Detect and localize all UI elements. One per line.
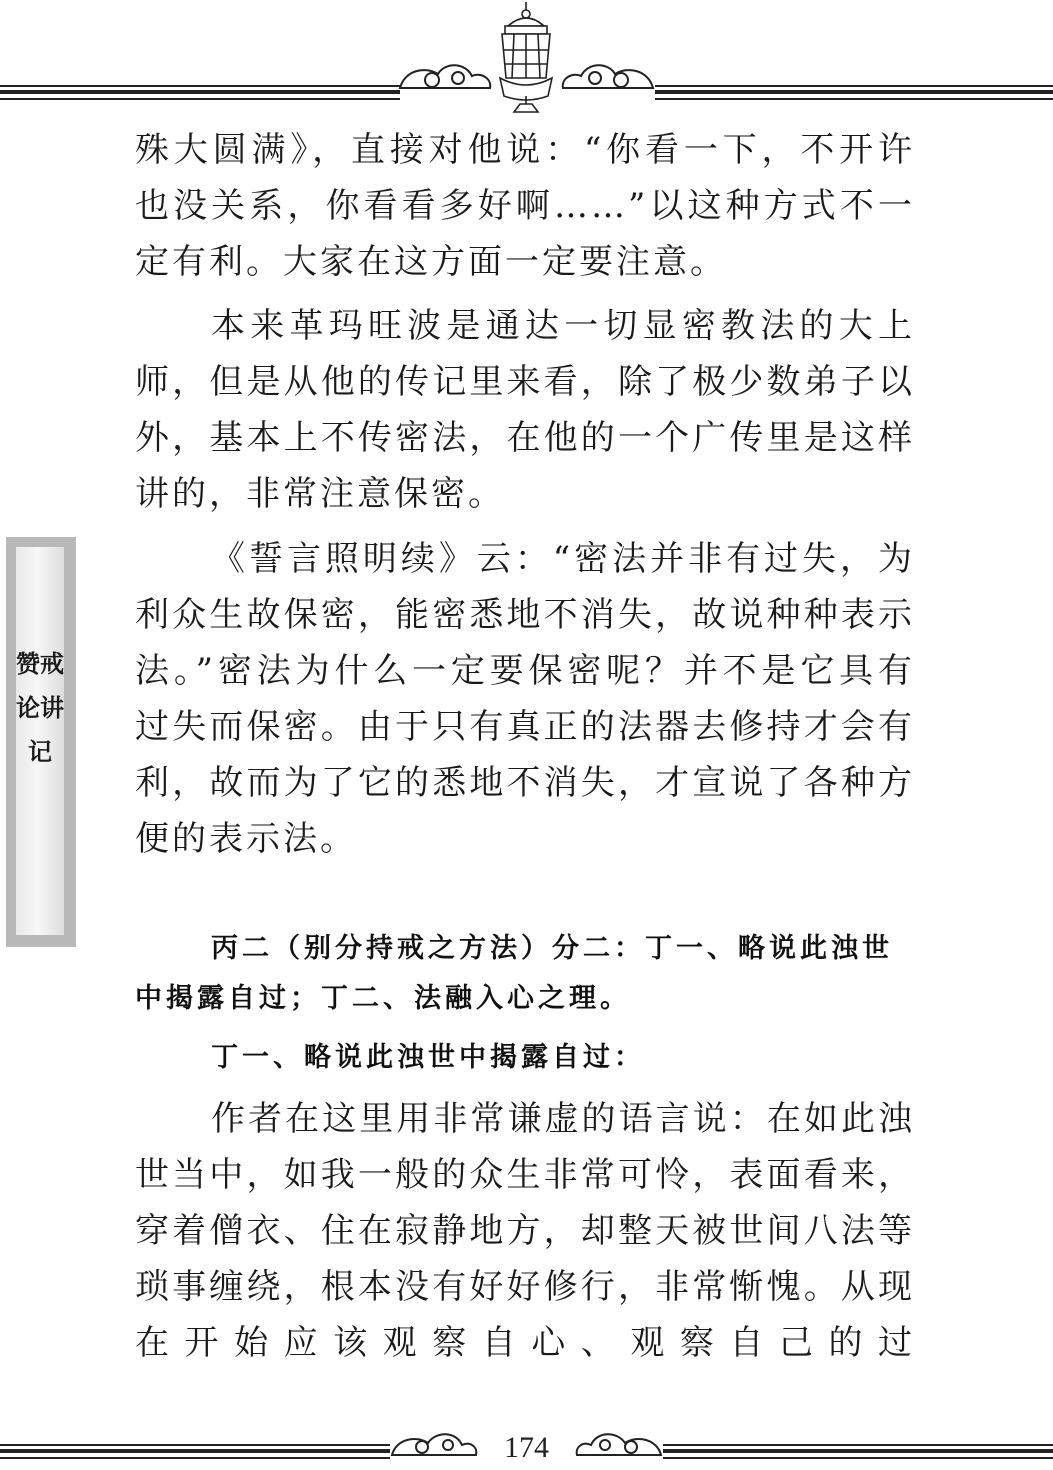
side-tab bbox=[6, 537, 76, 947]
paragraph-2-block bbox=[135, 298, 915, 522]
paragraph-1-block bbox=[135, 122, 915, 290]
section-heading: 丙二（别分持戒之方法）分二：丁一、略说此浊世中揭露自过；丁二、法融入心之理。 bbox=[135, 933, 893, 1014]
header-ornament bbox=[0, 0, 1053, 115]
page-number: 174 bbox=[504, 1431, 549, 1464]
heading-1-block bbox=[135, 924, 915, 1024]
heading-2-block bbox=[135, 1033, 915, 1083]
cloud-right-icon bbox=[563, 65, 653, 88]
victory-banner-icon bbox=[500, 2, 552, 112]
paragraph-3: 《誓言照明续》云：“密法并非有过失，为利众生故保密，能密悉地不消失，故说种种表示法。”密法为什么一定要保密呢？并不是它具有过失而保密。由于只有真正的法器去修持才会有利，故而为了它的悉地不消失，才宣说了各种方便的表示法。 bbox=[135, 539, 915, 859]
paragraph-2: 本来革玛旺波是通达一切显密教法的大上师，但是从他的传记里来看，除了极少数弟子以外，基本上不传密法，在他的一个广传里是这样讲的，非常注意保密。 bbox=[135, 306, 915, 514]
paragraph-4-block bbox=[135, 1091, 915, 1371]
cloud-left-icon bbox=[400, 65, 490, 88]
paragraph-3-block bbox=[135, 531, 915, 867]
subsection-heading: 丁一、略说此浊世中揭露自过： bbox=[211, 1042, 645, 1073]
side-tab-inner bbox=[16, 547, 64, 935]
book-title-vertical: 赞戒论讲记 bbox=[16, 650, 64, 766]
paragraph-1: 殊大圆满》，直接对他说：“你看一下，不开许也没关系，你看看多好啊……”以这种方式不一定有利。大家在这方面一定要注意。 bbox=[135, 130, 915, 282]
paragraph-4: 作者在这里用非常谦虚的语言说：在如此浊世当中，如我一般的众生非常可怜，表面看来，穿着僧衣、住在寂静地方，却整天被世间八法等琐事缠绕，根本没有好好修行，非常惭愧。从现在开始应该观察自心、观察自己的过 bbox=[135, 1099, 915, 1363]
